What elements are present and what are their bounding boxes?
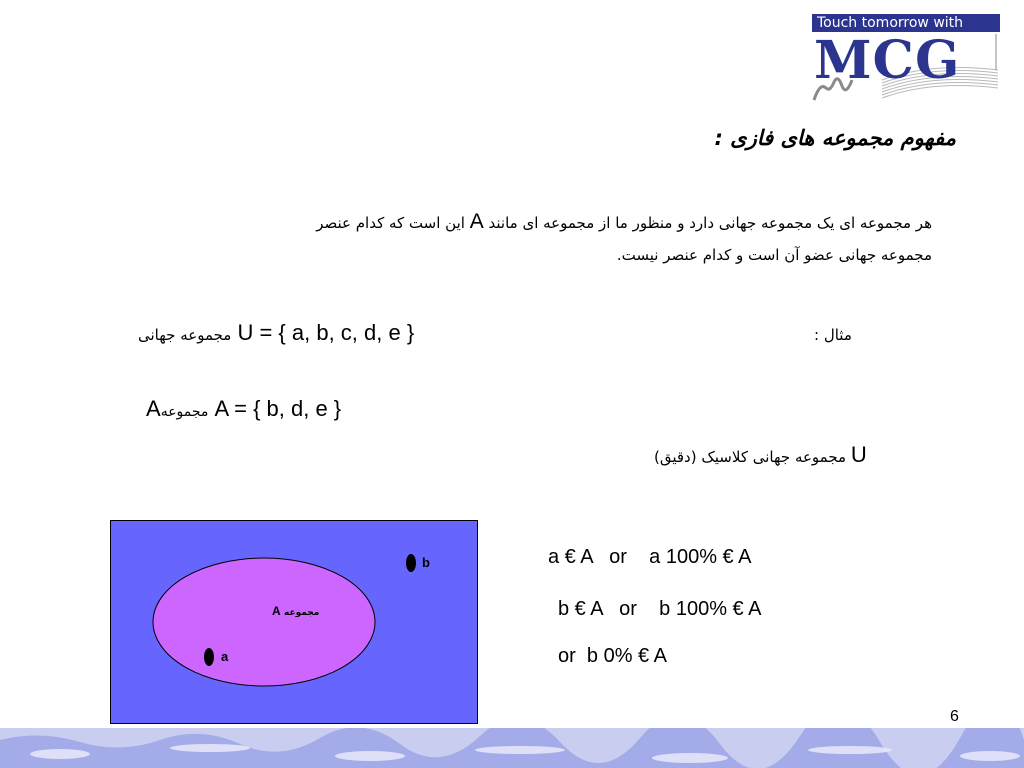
set-a-expression: A = { b, d, e } xyxy=(214,396,342,421)
classic-universe-letter: U xyxy=(850,442,867,467)
venn-set-letter: A xyxy=(272,604,281,618)
intro-paragraph xyxy=(132,206,932,271)
element-b-dot xyxy=(406,554,416,572)
paragraph-line-1 xyxy=(132,206,932,239)
venn-diagram xyxy=(110,520,478,724)
element-a-dot xyxy=(204,648,214,666)
membership-statement-b: b € A or b 100% € A xyxy=(558,598,762,620)
classic-universe-caption: مجموعه جهانی کلاسیک (دقیق) xyxy=(654,448,847,466)
element-a-label: a xyxy=(221,649,229,664)
universe-definition xyxy=(138,320,414,346)
paragraph-line-1-part-1: هر مجموعه ای یک مجموعه جهانی دارد و منظور ما از مجموعه ای مانند xyxy=(488,214,932,232)
universe-caption: مجموعه جهانی xyxy=(138,326,232,344)
set-a-definition xyxy=(146,396,341,422)
set-a-caption: مجموعه xyxy=(160,404,209,420)
membership-statement-a: a € A or a 100% € A xyxy=(548,546,752,568)
logo-tagline: Touch tomorrow with xyxy=(812,14,1000,32)
logo-wordmark: MCG xyxy=(814,30,961,91)
set-a-ellipse xyxy=(153,558,375,686)
venn-set-caption: مجموعه xyxy=(284,608,320,618)
paragraph-set-letter: A xyxy=(469,210,484,233)
paragraph-line-1-part-2: این است که کدام عنصر xyxy=(316,214,465,232)
page-number: 6 xyxy=(950,708,959,725)
set-a-letter: A xyxy=(146,396,161,421)
classic-universe-note xyxy=(654,442,867,468)
paragraph-line-2: مجموعه جهانی عضو آن است و کدام عنصر نیست. xyxy=(616,246,932,264)
universe-expression: U = { a, b, c, d, e } xyxy=(237,320,415,345)
element-b-label: b xyxy=(422,555,430,570)
example-label: مثال : xyxy=(814,326,852,344)
membership-statement-b-zero: or b 0% € A xyxy=(558,645,667,667)
footer-decoration xyxy=(0,728,1024,768)
slide-title: مفهوم مجموعه های فازی : xyxy=(714,126,956,150)
